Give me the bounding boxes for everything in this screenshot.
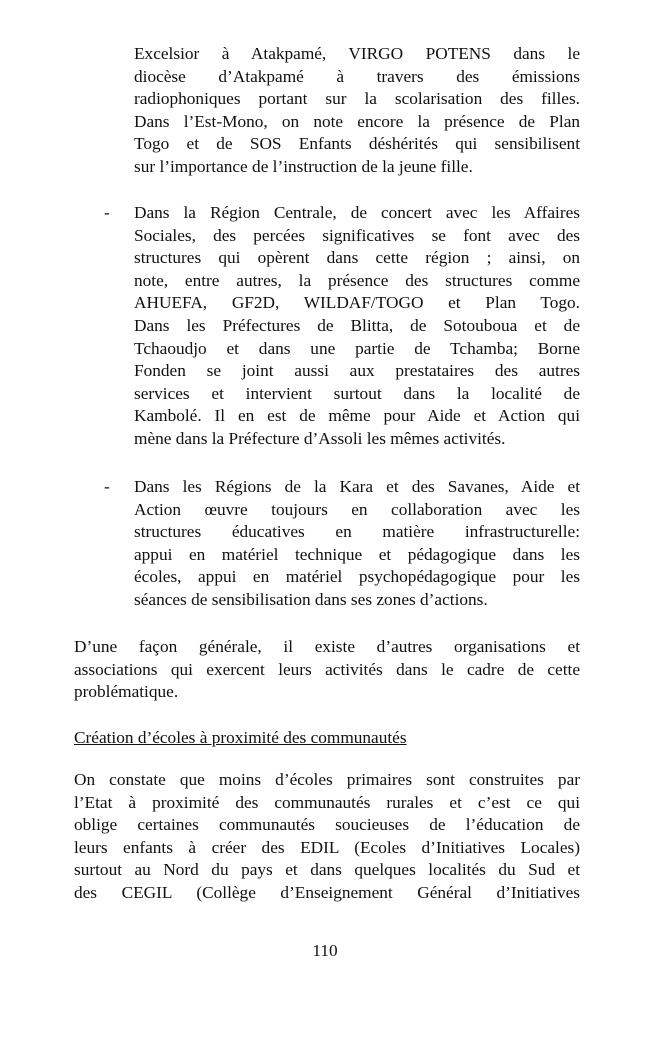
bullet-continuation [134, 43, 580, 179]
text-line: note, entre autres, la présence des structures comme [134, 270, 580, 290]
text-line: Dans les Régions de la Kara et des Savanes, Aide et [134, 477, 580, 496]
heading-text: Création d’écoles à proximité des communautés [74, 728, 407, 747]
page-number: 110 [312, 941, 338, 960]
bullet-marker: - [104, 477, 110, 496]
text-line: Action œuvre toujours en collaboration avec les [134, 499, 580, 519]
text-line: séances de sensibilisation dans ses zones d’actions. [134, 589, 488, 609]
text-line: des CEGIL (Collège d’Enseignement Général d’Initiatives [74, 882, 580, 902]
text-line: Sociales, des percées significatives se font avec des [134, 225, 580, 245]
text-line: mène dans la Préfecture d’Assoli les mêmes activités. [134, 428, 506, 448]
text-line: écoles, appui en matériel psychopédagogique pour les [134, 567, 580, 587]
text-line: radiophoniques portant sur la scolarisation des filles. [134, 89, 580, 109]
text-line: structures qui opèrent dans cette région ; ainsi, on [134, 248, 580, 268]
text-line: Dans la Région Centrale, de concert avec les Affaires [134, 203, 580, 222]
text-line: Dans l’Est-Mono, on note encore la présence de Plan [134, 111, 580, 131]
paragraph-school-creation [74, 769, 580, 905]
text-line: AHUEFA, GF2D, WILDAF/TOGO et Plan Togo. [134, 293, 580, 313]
bullet-item-central-region [104, 202, 580, 451]
text-line: Dans les Préfectures de Blitta, de Sotouboua et de [134, 315, 580, 335]
bullet-item-kara-savanes [104, 476, 580, 612]
text-line: Fonden se joint aussi aux prestataires des autres [134, 361, 580, 381]
text-line: surtout au Nord du pays et dans quelques localités du Sud et [74, 860, 580, 880]
text-line: Tchaoudjo et dans une partie de Tchamba; Borne [134, 338, 580, 358]
text-line: oblige certaines communautés soucieuses de l’éducation de [74, 815, 580, 835]
bullet-marker: - [104, 203, 110, 222]
text-line: sur l’importance de l’instruction de la jeune fille. [134, 156, 473, 176]
text-line: associations qui exercent leurs activités dans le cadre de cette [74, 659, 580, 679]
text-line: appui en matériel technique et pédagogique dans les [134, 544, 580, 564]
section-heading [74, 727, 580, 750]
text-line: Togo et de SOS Enfants déshérités qui sensibilisent [134, 134, 580, 154]
text-line: problématique. [74, 682, 179, 702]
text-line: Excelsior à Atakpamé, VIRGO POTENS dans le [134, 44, 580, 63]
text-line: D’une façon générale, il existe d’autres organisations et [74, 637, 580, 656]
paragraph-other-organisations [74, 636, 580, 704]
text-line: diocèse d’Atakpamé à travers des émissions [134, 66, 580, 86]
text-line: structures éducatives en matière infrastructurelle: [134, 522, 580, 542]
text-line: On constate que moins d’écoles primaires sont construites par [74, 770, 580, 789]
text-line: Kambolé. Il en est de même pour Aide et Action qui [134, 406, 580, 426]
text-line: services et intervient surtout dans la localité de [134, 383, 580, 403]
text-line: leurs enfants à créer des EDIL (Ecoles d’Initiatives Locales) [74, 837, 580, 857]
text-line: l’Etat à proximité des communautés rurales et c’est ce qui [74, 792, 580, 812]
